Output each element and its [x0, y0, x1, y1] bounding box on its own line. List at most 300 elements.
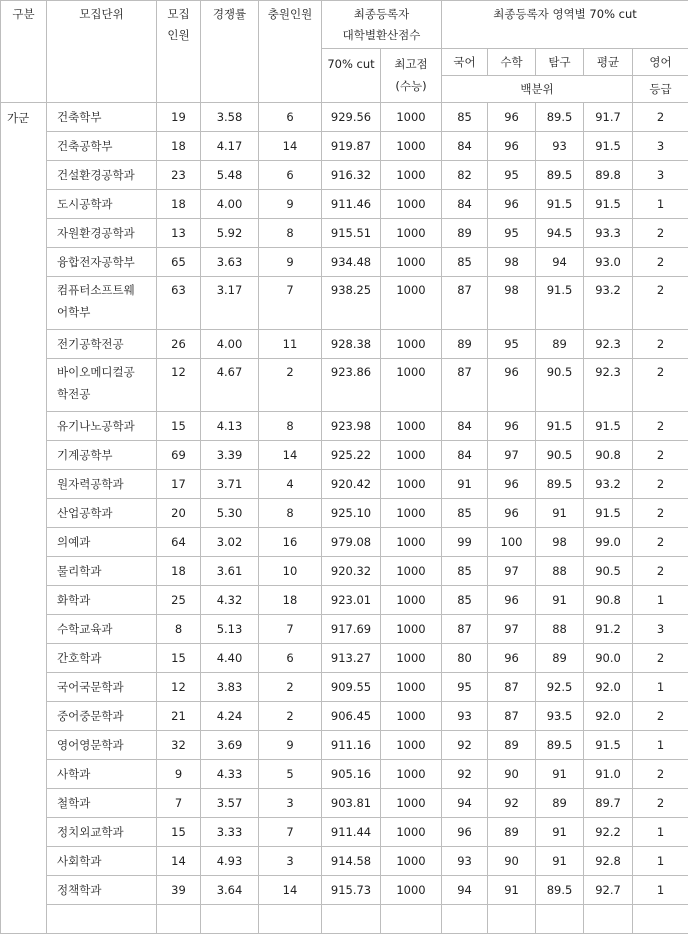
- cell-avg: 93.2: [584, 277, 633, 330]
- cell-extra: 2: [259, 359, 322, 412]
- table-row: [1, 818, 688, 847]
- header-quota: 모집 인원: [157, 1, 201, 103]
- cell-kor: 85: [442, 557, 488, 586]
- cell-rate: 3.58: [201, 103, 259, 132]
- cell-cut: 914.58: [322, 847, 381, 876]
- cell-extra: 18: [259, 586, 322, 615]
- cell-extra: 9: [259, 731, 322, 760]
- header-math: 수학: [488, 49, 536, 76]
- table-row: [1, 557, 688, 586]
- cell-max: 1000: [381, 470, 442, 499]
- cell-unit: 수학교육과: [47, 615, 157, 644]
- cell-avg: 93.2: [584, 470, 633, 499]
- cell-math: 100: [488, 528, 536, 557]
- cell-empty: [584, 905, 633, 934]
- cell-avg: 92.0: [584, 702, 633, 731]
- cell-kor: 93: [442, 847, 488, 876]
- cell-inq: 88: [536, 557, 584, 586]
- cell-extra: 3: [259, 789, 322, 818]
- cell-rate: 3.33: [201, 818, 259, 847]
- cell-math: 96: [488, 470, 536, 499]
- cell-extra: 14: [259, 132, 322, 161]
- header-inquiry: 탐구: [536, 49, 584, 76]
- cell-max: 1000: [381, 277, 442, 330]
- cell-kor: 89: [442, 219, 488, 248]
- cell-eng: 2: [633, 499, 688, 528]
- cell-unit: 국어국문학과: [47, 673, 157, 702]
- cell-math: 97: [488, 557, 536, 586]
- cell-cut: 906.45: [322, 702, 381, 731]
- cell-rate: 4.33: [201, 760, 259, 789]
- cell-math: 96: [488, 359, 536, 412]
- cell-avg: 90.5: [584, 557, 633, 586]
- cell-quota: 20: [157, 499, 201, 528]
- cell-rate: 3.39: [201, 441, 259, 470]
- cell-max: 1000: [381, 330, 442, 359]
- cell-quota: 12: [157, 673, 201, 702]
- table-row: [1, 161, 688, 190]
- cell-inq: 89.5: [536, 103, 584, 132]
- cell-kor: 84: [442, 441, 488, 470]
- cell-kor: 87: [442, 359, 488, 412]
- cell-eng: 2: [633, 760, 688, 789]
- cell-inq: 91: [536, 818, 584, 847]
- cell-eng: 2: [633, 219, 688, 248]
- table-row: [1, 132, 688, 161]
- header-competition: 경쟁률: [201, 1, 259, 103]
- cell-quota: 65: [157, 248, 201, 277]
- cell-cut: 925.10: [322, 499, 381, 528]
- header-korean: 국어: [442, 49, 488, 76]
- cell-eng: 2: [633, 702, 688, 731]
- cell-extra: 6: [259, 103, 322, 132]
- cell-max: 1000: [381, 359, 442, 412]
- cell-quota: 39: [157, 876, 201, 905]
- cell-eng: 1: [633, 731, 688, 760]
- cell-extra: 16: [259, 528, 322, 557]
- cell-cut: 938.25: [322, 277, 381, 330]
- cell-rate: 5.48: [201, 161, 259, 190]
- cell-extra: 2: [259, 702, 322, 731]
- cell-rate: 3.63: [201, 248, 259, 277]
- cell-extra: 5: [259, 760, 322, 789]
- cell-max: 1000: [381, 586, 442, 615]
- cell-quota: 18: [157, 190, 201, 219]
- cell-eng: 2: [633, 248, 688, 277]
- table-row: [1, 789, 688, 818]
- cell-max: 1000: [381, 499, 442, 528]
- cell-eng: 2: [633, 470, 688, 499]
- cell-extra: 8: [259, 412, 322, 441]
- cell-max: 1000: [381, 557, 442, 586]
- cell-extra: 9: [259, 248, 322, 277]
- table-row: [1, 103, 688, 132]
- cell-max: 1000: [381, 876, 442, 905]
- cell-avg: 90.8: [584, 586, 633, 615]
- cell-extra: 11: [259, 330, 322, 359]
- cell-inq: 91: [536, 760, 584, 789]
- cell-kor: 95: [442, 673, 488, 702]
- table-row: [1, 359, 688, 412]
- cell-avg: 91.0: [584, 760, 633, 789]
- cell-inq: 89.5: [536, 731, 584, 760]
- cell-avg: 90.8: [584, 441, 633, 470]
- cell-avg: 91.5: [584, 731, 633, 760]
- cell-max: 1000: [381, 412, 442, 441]
- cell-kor: 89: [442, 330, 488, 359]
- cell-rate: 5.13: [201, 615, 259, 644]
- cell-cut: 929.56: [322, 103, 381, 132]
- cell-unit: 화학과: [47, 586, 157, 615]
- cell-rate: 3.64: [201, 876, 259, 905]
- group-label: 가군: [1, 103, 47, 934]
- header-unit: 모집단위: [47, 1, 157, 103]
- cell-math: 90: [488, 847, 536, 876]
- cell-empty: [47, 905, 157, 934]
- cell-quota: 21: [157, 702, 201, 731]
- cell-unit: 철학과: [47, 789, 157, 818]
- cell-quota: 69: [157, 441, 201, 470]
- cell-cut: 920.42: [322, 470, 381, 499]
- cell-quota: 14: [157, 847, 201, 876]
- cell-extra: 6: [259, 644, 322, 673]
- cell-cut: 919.87: [322, 132, 381, 161]
- cell-eng: 1: [633, 876, 688, 905]
- cell-eng: 2: [633, 103, 688, 132]
- cell-kor: 92: [442, 731, 488, 760]
- cell-empty: [633, 905, 688, 934]
- cell-rate: 3.57: [201, 789, 259, 818]
- cell-max: 1000: [381, 789, 442, 818]
- cell-extra: 14: [259, 441, 322, 470]
- header-percentile: 백분위: [442, 76, 633, 103]
- cell-inq: 93.5: [536, 702, 584, 731]
- table-row: [1, 673, 688, 702]
- cell-kor: 84: [442, 190, 488, 219]
- cell-quota: 18: [157, 557, 201, 586]
- cell-kor: 82: [442, 161, 488, 190]
- cell-extra: 9: [259, 190, 322, 219]
- cell-rate: 4.00: [201, 330, 259, 359]
- cell-avg: 91.5: [584, 190, 633, 219]
- cell-math: 96: [488, 499, 536, 528]
- cell-avg: 89.7: [584, 789, 633, 818]
- cell-unit: 사학과: [47, 760, 157, 789]
- cell-math: 96: [488, 103, 536, 132]
- cell-eng: 2: [633, 557, 688, 586]
- cell-math: 96: [488, 412, 536, 441]
- cell-math: 96: [488, 190, 536, 219]
- cell-math: 89: [488, 731, 536, 760]
- cell-cut: 920.32: [322, 557, 381, 586]
- cell-math: 95: [488, 330, 536, 359]
- cell-rate: 3.17: [201, 277, 259, 330]
- cell-unit: 사회학과: [47, 847, 157, 876]
- cell-rate: 4.32: [201, 586, 259, 615]
- cell-unit: 영어영문학과: [47, 731, 157, 760]
- cell-cut: 916.32: [322, 161, 381, 190]
- cell-math: 87: [488, 673, 536, 702]
- table-row: [1, 470, 688, 499]
- cell-cut: 934.48: [322, 248, 381, 277]
- cell-quota: 26: [157, 330, 201, 359]
- table-row: [1, 528, 688, 557]
- cell-math: 87: [488, 702, 536, 731]
- cell-kor: 80: [442, 644, 488, 673]
- cell-rate: 4.13: [201, 412, 259, 441]
- cell-quota: 12: [157, 359, 201, 412]
- cell-extra: 3: [259, 847, 322, 876]
- cell-avg: 91.5: [584, 132, 633, 161]
- cell-math: 95: [488, 219, 536, 248]
- cell-rate: 3.61: [201, 557, 259, 586]
- cell-rate: 4.24: [201, 702, 259, 731]
- cell-empty: [488, 905, 536, 934]
- cell-math: 97: [488, 615, 536, 644]
- cell-rate: 3.69: [201, 731, 259, 760]
- cell-max: 1000: [381, 248, 442, 277]
- cell-math: 96: [488, 644, 536, 673]
- cell-unit: 전기공학전공: [47, 330, 157, 359]
- cell-avg: 91.7: [584, 103, 633, 132]
- cell-eng: 1: [633, 818, 688, 847]
- cell-rate: 4.00: [201, 190, 259, 219]
- cell-extra: 2: [259, 673, 322, 702]
- cell-empty: [157, 905, 201, 934]
- cell-cut: 903.81: [322, 789, 381, 818]
- cell-eng: 2: [633, 330, 688, 359]
- cell-empty: [536, 905, 584, 934]
- cell-rate: 5.30: [201, 499, 259, 528]
- table-row: [1, 219, 688, 248]
- cell-math: 90: [488, 760, 536, 789]
- cell-inq: 98: [536, 528, 584, 557]
- cell-kor: 94: [442, 789, 488, 818]
- table-row: [1, 731, 688, 760]
- cell-math: 96: [488, 132, 536, 161]
- table-row: [1, 760, 688, 789]
- cell-quota: 9: [157, 760, 201, 789]
- cell-quota: 23: [157, 161, 201, 190]
- cell-kor: 91: [442, 470, 488, 499]
- cell-eng: 2: [633, 441, 688, 470]
- cell-cut: 915.51: [322, 219, 381, 248]
- cell-quota: 32: [157, 731, 201, 760]
- cell-cut: 915.73: [322, 876, 381, 905]
- cell-avg: 92.8: [584, 847, 633, 876]
- cell-inq: 91: [536, 499, 584, 528]
- cell-avg: 91.5: [584, 499, 633, 528]
- cell-quota: 7: [157, 789, 201, 818]
- cell-unit: 원자력공학과: [47, 470, 157, 499]
- cell-inq: 89.5: [536, 161, 584, 190]
- cell-avg: 93.3: [584, 219, 633, 248]
- cell-max: 1000: [381, 219, 442, 248]
- cell-kor: 87: [442, 277, 488, 330]
- cell-unit: 중어중문학과: [47, 702, 157, 731]
- cell-kor: 92: [442, 760, 488, 789]
- cell-eng: 3: [633, 161, 688, 190]
- table-row: [1, 190, 688, 219]
- header-average: 평균: [584, 49, 633, 76]
- cell-cut: 979.08: [322, 528, 381, 557]
- cell-rate: 4.17: [201, 132, 259, 161]
- cell-kor: 84: [442, 132, 488, 161]
- cell-math: 92: [488, 789, 536, 818]
- cell-extra: 6: [259, 161, 322, 190]
- cell-avg: 91.2: [584, 615, 633, 644]
- cell-avg: 92.0: [584, 673, 633, 702]
- cell-empty: [322, 905, 381, 934]
- cell-extra: 7: [259, 615, 322, 644]
- table-row: [1, 615, 688, 644]
- cell-extra: 8: [259, 219, 322, 248]
- cell-inq: 89.5: [536, 470, 584, 499]
- cell-unit: 간호학과: [47, 644, 157, 673]
- cell-max: 1000: [381, 441, 442, 470]
- cell-inq: 91: [536, 586, 584, 615]
- cell-kor: 85: [442, 103, 488, 132]
- cell-inq: 91.5: [536, 277, 584, 330]
- cell-cut: 923.01: [322, 586, 381, 615]
- cell-quota: 15: [157, 644, 201, 673]
- cell-quota: 13: [157, 219, 201, 248]
- cell-max: 1000: [381, 760, 442, 789]
- cell-inq: 91: [536, 847, 584, 876]
- table-row: [1, 644, 688, 673]
- cell-cut: 911.16: [322, 731, 381, 760]
- cell-inq: 91.5: [536, 412, 584, 441]
- cell-unit: 정책학과: [47, 876, 157, 905]
- cell-eng: 3: [633, 132, 688, 161]
- cell-unit: 의예과: [47, 528, 157, 557]
- cell-avg: 92.7: [584, 876, 633, 905]
- cell-avg: 93.0: [584, 248, 633, 277]
- cell-unit: 유기나노공학과: [47, 412, 157, 441]
- cell-rate: 5.92: [201, 219, 259, 248]
- cell-unit: 자원환경공학과: [47, 219, 157, 248]
- cell-extra: 14: [259, 876, 322, 905]
- table-row: [1, 330, 688, 359]
- cell-unit: 융합전자공학부: [47, 248, 157, 277]
- header-english: 영어: [633, 49, 688, 76]
- cell-cut: 909.55: [322, 673, 381, 702]
- cell-max: 1000: [381, 190, 442, 219]
- cell-unit: 건축학부: [47, 103, 157, 132]
- cell-inq: 94.5: [536, 219, 584, 248]
- cell-math: 91: [488, 876, 536, 905]
- cell-eng: 2: [633, 789, 688, 818]
- cell-kor: 94: [442, 876, 488, 905]
- cell-avg: 92.3: [584, 330, 633, 359]
- cell-rate: 3.02: [201, 528, 259, 557]
- cell-inq: 89: [536, 789, 584, 818]
- cell-inq: 93: [536, 132, 584, 161]
- table-row: [1, 847, 688, 876]
- cell-max: 1000: [381, 818, 442, 847]
- cell-kor: 85: [442, 248, 488, 277]
- cell-math: 96: [488, 586, 536, 615]
- cell-empty: [381, 905, 442, 934]
- cell-rate: 4.67: [201, 359, 259, 412]
- cell-inq: 90.5: [536, 359, 584, 412]
- cell-math: 97: [488, 441, 536, 470]
- cell-extra: 8: [259, 499, 322, 528]
- cell-kor: 99: [442, 528, 488, 557]
- cell-rate: 3.71: [201, 470, 259, 499]
- cell-inq: 89: [536, 644, 584, 673]
- header-cut70: 70% cut: [322, 49, 381, 103]
- cell-kor: 87: [442, 615, 488, 644]
- cell-inq: 88: [536, 615, 584, 644]
- cell-quota: 63: [157, 277, 201, 330]
- cell-empty: [201, 905, 259, 934]
- cell-cut: 923.98: [322, 412, 381, 441]
- cell-cut: 917.69: [322, 615, 381, 644]
- cell-kor: 85: [442, 586, 488, 615]
- cell-max: 1000: [381, 673, 442, 702]
- cell-cut: 911.44: [322, 818, 381, 847]
- cell-max: 1000: [381, 644, 442, 673]
- cell-extra: 4: [259, 470, 322, 499]
- cell-quota: 64: [157, 528, 201, 557]
- cell-unit: 건축공학부: [47, 132, 157, 161]
- table-row: [1, 586, 688, 615]
- cell-eng: 1: [633, 847, 688, 876]
- cell-math: 89: [488, 818, 536, 847]
- cell-inq: 94: [536, 248, 584, 277]
- cell-kor: 85: [442, 499, 488, 528]
- cell-extra: 7: [259, 277, 322, 330]
- table-row: [1, 412, 688, 441]
- cell-unit: 도시공학과: [47, 190, 157, 219]
- table-row: [1, 277, 688, 330]
- cell-quota: 15: [157, 818, 201, 847]
- cell-math: 98: [488, 277, 536, 330]
- cell-inq: 90.5: [536, 441, 584, 470]
- cell-cut: 925.22: [322, 441, 381, 470]
- header-extra: 충원인원: [259, 1, 322, 103]
- cell-eng: 2: [633, 277, 688, 330]
- cell-kor: 84: [442, 412, 488, 441]
- cell-rate: 3.83: [201, 673, 259, 702]
- cell-quota: 17: [157, 470, 201, 499]
- cell-kor: 96: [442, 818, 488, 847]
- cell-quota: 8: [157, 615, 201, 644]
- cell-unit: 물리학과: [47, 557, 157, 586]
- cell-unit: 바이오메디컬공 학전공: [47, 359, 157, 412]
- cell-max: 1000: [381, 161, 442, 190]
- cell-cut: 905.16: [322, 760, 381, 789]
- cell-eng: 2: [633, 528, 688, 557]
- table-row: [1, 905, 688, 934]
- cell-inq: 89.5: [536, 876, 584, 905]
- header-max: 최고점 (수능): [381, 49, 442, 103]
- cell-quota: 25: [157, 586, 201, 615]
- cell-avg: 91.5: [584, 412, 633, 441]
- table-row: [1, 876, 688, 905]
- table-row: [1, 248, 688, 277]
- cell-cut: 928.38: [322, 330, 381, 359]
- cell-inq: 92.5: [536, 673, 584, 702]
- cell-math: 98: [488, 248, 536, 277]
- cell-max: 1000: [381, 731, 442, 760]
- cell-avg: 92.2: [584, 818, 633, 847]
- table-row: [1, 499, 688, 528]
- cell-rate: 4.40: [201, 644, 259, 673]
- cell-cut: 911.46: [322, 190, 381, 219]
- cell-eng: 1: [633, 673, 688, 702]
